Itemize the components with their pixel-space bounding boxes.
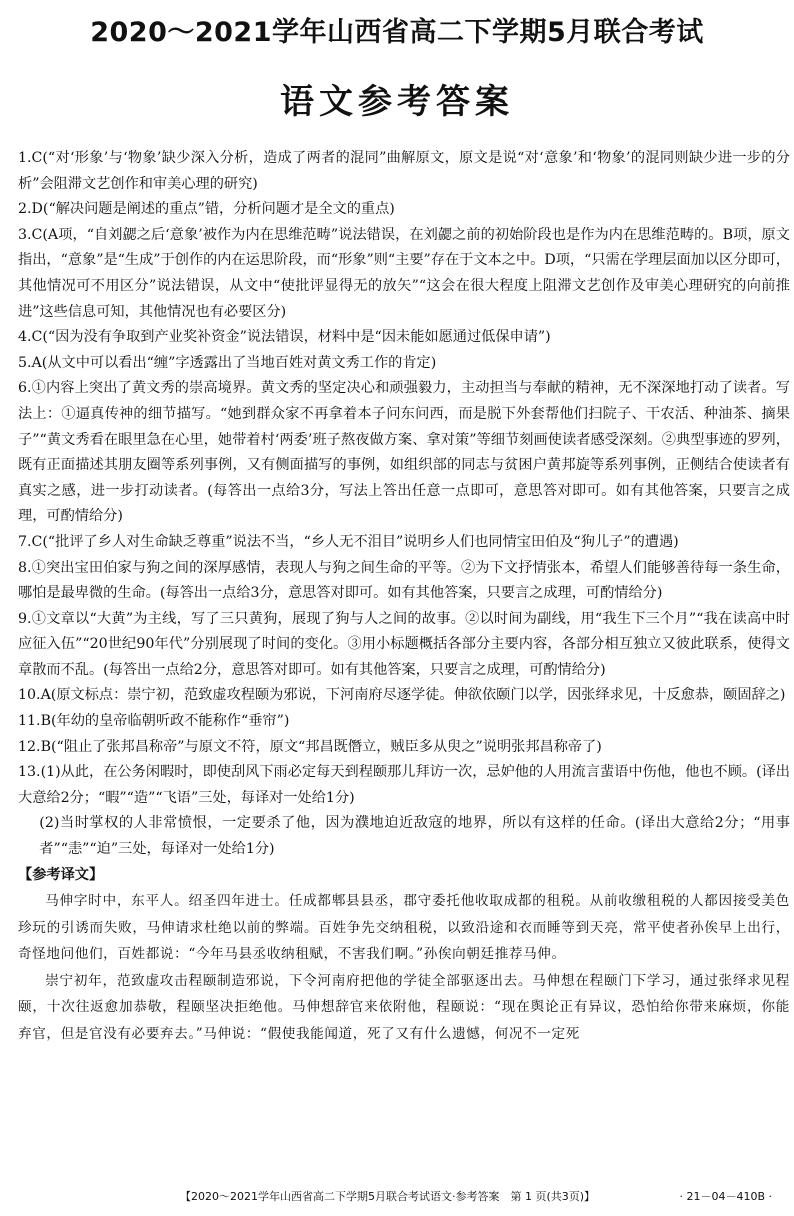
- answer-item-13-2: (2)当时掌权的人非常愤恨，一定要杀了他，因为濮地迫近敌寇的地界，所以有这样的任命。(译出大意给2分；“用事者”“恚”“迫”三处，每译对一处给1分): [39, 815, 790, 858]
- reference-translation-heading: 【参考译文】: [18, 866, 104, 883]
- answer-item-2: 2.D(“解决问题是阐述的重点”错，分析问题才是全文的重点): [18, 201, 395, 218]
- answer-item-4: 4.C(“因为没有争取到产业奖补资金”说法错误，材料中是“因未能如愿通过低保申请”): [18, 329, 551, 346]
- answer-item-3: 3.C(A项，“自刘勰之后‘意象’被作为内在思维范畴”说法错误，在刘勰之前的初始阶段也是作为内在思维范畴的。B项，原文指出，“意象”是“生成”于创作的内在运思阶段，而“形象”则“主要”存在于文本之中。D项，“只需在学理层面加以区分即可，其他情况可不用区分”说法错误，从文中“使批评显得无的放矢”“这会在很大程度上阻滞文艺创作及审美心理研究的向前推进”这些信息可知，其他情况也有必要区分): [18, 226, 790, 320]
- translation-paragraph: 崇宁初年，范致虚攻击程颐制造邪说，下令河南府把他的学徒全部驱逐出去。马伸想在程颐门下学习，通过张绎求见程颐，十次往返愈加恭敬，程颐坚决拒绝他。马伸想辞官来依附他，程颐说：“现在舆论正有异议，恐怕给你带来麻烦，你能弃官，但是官没有必要弃去。”马伸说：“假使我能闻道，死了又有什么遗憾，何况不一定死: [18, 972, 790, 1042]
- answer-item-9: 9.①文章以“大黄”为主线，写了三只黄狗，展现了狗与人之间的故事。②以时间为副线，用“我生下三个月”“我在读高中时应征入伍”“20世纪90年代”分别展现了时间的变化。③用小标题概括各部分主要内容，各部分相互独立又彼此联系，使得文章散而不乱。(每答出一点给2分，意思答对即可。如有其他答案，只要言之成理，可酌情给分): [18, 610, 790, 678]
- reference-translation: [18, 888, 790, 1047]
- answer-item-5: 5.A(从文中可以看出“缠”字透露出了当地百姓对黄文秀工作的肯定): [18, 354, 437, 371]
- answer-item-1: 1.C(“对‘形象’与‘物象’缺少深入分析，造成了两者的混同”曲解原文，原文是说“对‘意象’和‘物象’的混同则缺少进一步的分析”会阻滞文艺创作和审美心理的研究): [18, 150, 790, 192]
- footer-code: · 21－04－410B ·: [679, 1190, 772, 1203]
- document-subtitle: 语文参考答案: [280, 82, 514, 122]
- answer-item-6: 6.①内容上突出了黄文秀的崇高境界。黄文秀的坚定决心和顽强毅力，主动担当与奉献的精神，无不深深地打动了读者。写法上：①逼真传神的细节描写。“她到群众家不再拿着本子问东问西，而是脱下外套帮他们扫院子、干农活、种油茶、摘果子”“黄文秀看在眼里急在心里，她带着村‘两委’班子熬夜做方案、拿对策”等细节刻画使读者感受深刻。②典型事迹的罗列，既有正面描述其朋友圈等系列事例，又有侧面描写的事例，如组织部的同志与贫困户黄邦旋等系列事例，正侧结合使读者有真实之感，进一步打动读者。(每答出一点给3分，写法上答出任意一点即可，意思答对即可。如有其他答案，只要言之成理，可酌情给分): [18, 380, 790, 525]
- footer-page-info: 【2020～2021学年山西省高二下学期5月联合考试语文·参考答案 第 1 页(共3页)】: [180, 1190, 596, 1203]
- translation-paragraph: 马伸字时中，东平人。绍圣四年进士。任成都郫县县丞，郡守委托他收取成都的租税。从前收缴租税的人都因接受美色珍玩的引诱而失败，马伸请求杜绝以前的弊端。百姓争先交纳租税，以致沿途和衣而睡等到天亮，常平使者孙俟早上出行，奇怪地问他们，百姓都说：“今年马县丞收纳租赋，不害我们啊。”孙俟向朝廷推荐马伸。: [18, 893, 790, 963]
- answer-item-8: 8.①突出宝田伯家与狗之间的深厚感情，表现人与狗之间生命的平等。②为下文抒情张本，希望人们能够善待每一条生命，哪怕是最卑微的生命。(每答出一点给3分，意思答对即可。如有其他答案，只要言之成理，可酌情给分): [18, 559, 790, 602]
- page-footer: [0, 1188, 794, 1206]
- exam-title: 2020～2021学年山西省高二下学期5月联合考试: [90, 17, 704, 48]
- answers-body: [18, 146, 790, 1047]
- answer-item-10: 10.A(原文标点：崇宁初，范致虚攻程颐为邪说，下河南府尽逐学徒。伸欲依颐门以学，因张绎求见，十反愈恭，颐固辞之): [18, 687, 786, 704]
- answer-item-13-1: 13.(1)从此，在公务闲暇时，即使刮风下雨必定每天到程颐那儿拜访一次，忌妒他的人用流言蜚语中伤他，他也不顾。(译出大意给2分；“暇”“造”“飞语”三处，每译对一处给1分): [18, 764, 790, 806]
- answer-item-11: 11.B(年幼的皇帝临朝听政不能称作“垂帘”): [18, 713, 290, 730]
- answer-item-12: 12.B(“阻止了张邦昌称帝”与原文不符，原文“邦昌既僭立，贼臣多从臾之”说明张邦昌称帝了): [18, 738, 602, 755]
- answer-item-7: 7.C(“批评了乡人对生命缺乏尊重”说法不当，“乡人无不泪目”说明乡人们也同情宝田伯及“狗儿子”的遭遇): [18, 533, 679, 550]
